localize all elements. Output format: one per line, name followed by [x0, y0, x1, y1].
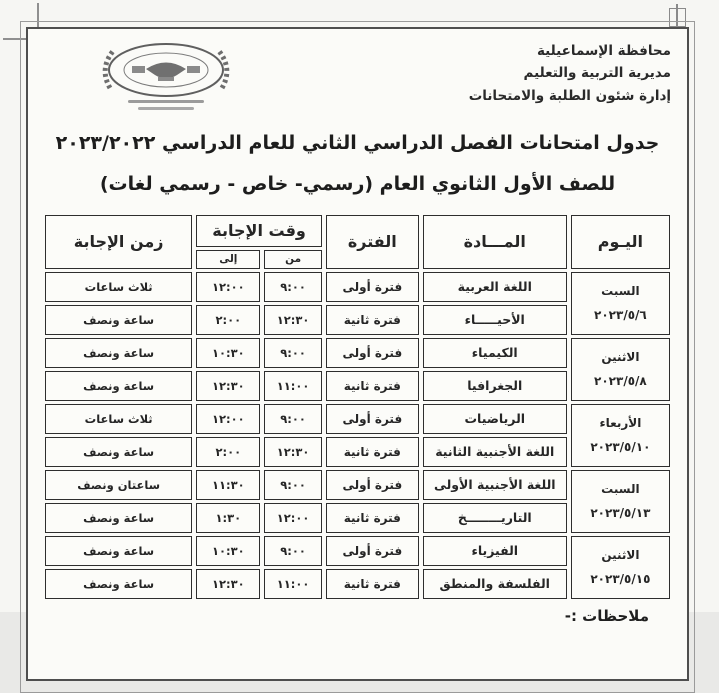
org-line-governorate: محافظة الإسماعيلية	[536, 43, 671, 59]
period-cell: فترة ثانية	[326, 305, 419, 335]
day-name: الاثنين	[601, 548, 640, 563]
day-date: ٢٠٢٣/٥/١٣	[590, 506, 651, 521]
table-header	[45, 215, 670, 269]
subject-cell: الرياضيات	[423, 404, 567, 434]
time-from-cell: ٩:٠٠	[264, 272, 322, 302]
exam-row	[45, 470, 670, 500]
col-header-answer-time: وقت الإجابة	[196, 215, 322, 247]
crop-mark-top-right	[669, 8, 686, 27]
time-to-cell: ١٢:٠٠	[196, 404, 260, 434]
document-title-line1: جدول امتحانات الفصل الدراسي الثاني للعام الدراسي ٢٠٢٣/٢٠٢٢	[55, 132, 660, 154]
exam-row	[45, 404, 670, 434]
day-cell	[571, 404, 670, 467]
subject-cell: اللغة العربية	[423, 272, 567, 302]
duration-cell: ساعة ونصف	[45, 569, 192, 599]
duration-cell: ساعة ونصف	[45, 536, 192, 566]
col-header-from: من	[264, 250, 322, 269]
org-line-directorate: مديرية التربية والتعليم	[523, 65, 671, 82]
document-title-line2: للصف الأول الثانوي العام (رسمي- خاص - رسمي لغات)	[99, 172, 616, 195]
day-date: ٢٠٢٣/٥/١٠	[590, 440, 651, 455]
day-date: ٢٠٢٣/٥/٦	[594, 308, 647, 323]
day-cell	[571, 536, 670, 599]
period-cell: فترة ثانية	[326, 437, 419, 467]
duration-cell: ساعة ونصف	[45, 503, 192, 533]
page-border-frame	[26, 27, 689, 681]
duration-cell: ساعة ونصف	[45, 305, 192, 335]
time-from-cell: ١٢:٣٠	[264, 437, 322, 467]
subject-cell: الأحيـــــاء	[423, 305, 567, 335]
time-from-cell: ١٢:٠٠	[264, 503, 322, 533]
day-name: الاثنين	[601, 350, 640, 365]
period-cell: فترة أولى	[326, 272, 419, 302]
subject-cell: الكيمياء	[423, 338, 567, 368]
time-from-cell: ٩:٠٠	[264, 338, 322, 368]
document-header	[38, 34, 677, 120]
day-name: الأربعاء	[599, 416, 642, 431]
day-cell	[571, 470, 670, 533]
page-content	[28, 29, 687, 625]
time-to-cell: ٢:٠٠	[196, 437, 260, 467]
duration-cell: ساعتان ونصف	[45, 470, 192, 500]
organization-lines	[469, 40, 671, 107]
time-to-cell: ١٢:٠٠	[196, 272, 260, 302]
exam-schedule-table	[41, 212, 674, 602]
subject-cell: الفيزياء	[423, 536, 567, 566]
time-to-cell: ١٢:٣٠	[196, 569, 260, 599]
time-to-cell: ١٠:٣٠	[196, 338, 260, 368]
exam-row	[45, 272, 670, 302]
time-to-cell: ١١:٣٠	[196, 470, 260, 500]
day-name: السبت	[601, 482, 640, 497]
period-cell: فترة أولى	[326, 338, 419, 368]
day-name: السبت	[601, 284, 640, 299]
period-cell: فترة ثانية	[326, 371, 419, 401]
col-header-subject: المـــادة	[423, 215, 567, 269]
time-to-cell: ١:٣٠	[196, 503, 260, 533]
time-from-cell: ٩:٠٠	[264, 470, 322, 500]
exam-row	[45, 536, 670, 566]
document-title	[38, 123, 677, 205]
org-line-administration: إدارة شئون الطلبة والامتحانات	[468, 87, 671, 104]
time-from-cell: ١١:٠٠	[264, 371, 322, 401]
time-from-cell: ٩:٠٠	[264, 536, 322, 566]
duration-cell: ساعة ونصف	[45, 437, 192, 467]
subject-cell: اللغة الأجنبية الثانية	[423, 437, 567, 467]
subject-cell: الفلسفة والمنطق	[423, 569, 567, 599]
exam-row	[45, 338, 670, 368]
notes-label: ملاحظات :-	[564, 606, 649, 625]
duration-cell: ساعة ونصف	[45, 371, 192, 401]
period-cell: فترة أولى	[326, 536, 419, 566]
subject-cell: التاريــــــــخ	[423, 503, 567, 533]
period-cell: فترة ثانية	[326, 569, 419, 599]
time-to-cell: ١٠:٣٠	[196, 536, 260, 566]
day-cell	[571, 338, 670, 401]
day-date: ٢٠٢٣/٥/٨	[594, 374, 647, 389]
subject-cell: الجغرافيا	[423, 371, 567, 401]
col-header-day: اليـوم	[571, 215, 670, 269]
duration-cell: ساعة ونصف	[45, 338, 192, 368]
subject-cell: اللغة الأجنبية الأولى	[423, 470, 567, 500]
day-date: ٢٠٢٣/٥/١٥	[590, 572, 651, 587]
period-cell: فترة أولى	[326, 470, 419, 500]
duration-cell: ثلاث ساعات	[45, 404, 192, 434]
duration-cell: ثلاث ساعات	[45, 272, 192, 302]
period-cell: فترة أولى	[326, 404, 419, 434]
ministry-education-emblem-icon	[90, 40, 242, 120]
period-cell: فترة ثانية	[326, 503, 419, 533]
time-from-cell: ١٢:٣٠	[264, 305, 322, 335]
col-header-duration: زمن الإجابة	[45, 215, 192, 269]
day-cell	[571, 272, 670, 335]
time-from-cell: ١١:٠٠	[264, 569, 322, 599]
time-to-cell: ٢:٠٠	[196, 305, 260, 335]
col-header-to: إلى	[196, 250, 260, 269]
time-from-cell: ٩:٠٠	[264, 404, 322, 434]
time-to-cell: ١٢:٣٠	[196, 371, 260, 401]
col-header-period: الفترة	[326, 215, 419, 269]
